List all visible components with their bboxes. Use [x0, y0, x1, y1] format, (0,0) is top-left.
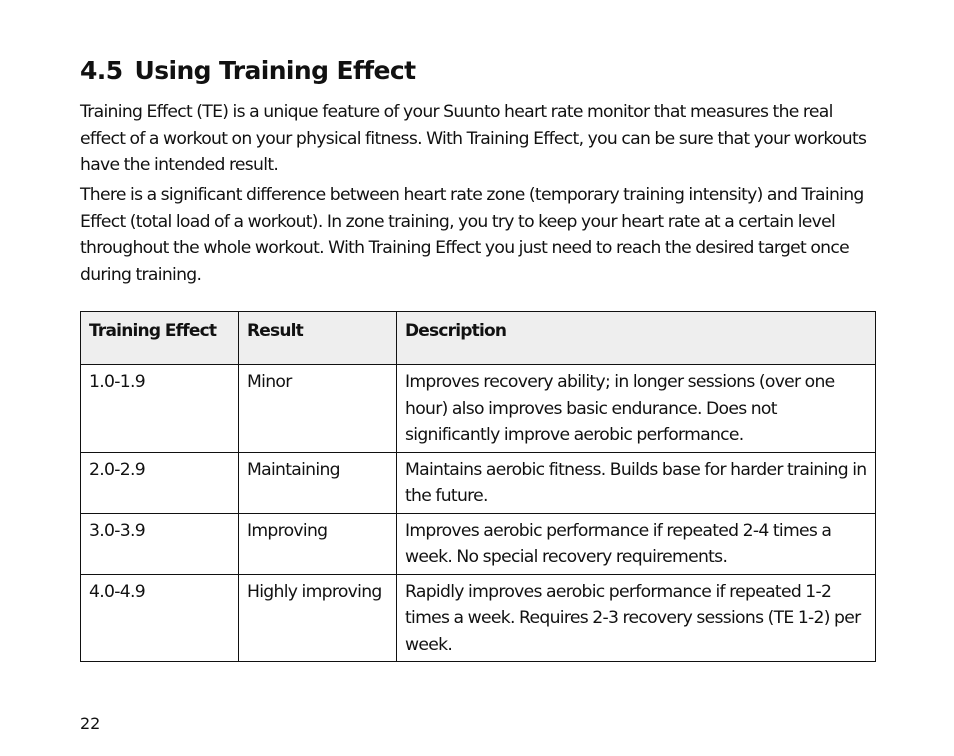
- te-result: Highly improving: [239, 574, 397, 662]
- intro-paragraph: Training Effect (TE) is a unique feature of your Suunto heart rate monitor that measures the real effect of a workout on your physical fitness. With Training Effect, you can be sure that your workouts have the intended result.: [80, 102, 867, 175]
- table-row: [81, 513, 876, 574]
- header-training-effect: Training Effect: [81, 312, 239, 365]
- te-description: Maintains aerobic fitness. Builds base for harder training in the future.: [397, 452, 876, 513]
- section-title: Using Training Effect: [134, 56, 416, 85]
- te-result: Minor: [239, 365, 397, 453]
- header-description: Description: [397, 312, 876, 365]
- section-heading: [80, 56, 415, 86]
- page-number: 22: [80, 714, 101, 733]
- te-range: 3.0-3.9: [81, 513, 239, 574]
- te-description: Improves recovery ability; in longer sessions (over one hour) also improves basic endurance. Does not significantly improve aerobic performance.: [397, 365, 876, 453]
- manual-page: [80, 0, 876, 756]
- te-result: Maintaining: [239, 452, 397, 513]
- section-number: 4.5: [80, 56, 123, 85]
- table-header-row: [81, 312, 876, 365]
- table-row: [81, 574, 876, 662]
- te-range: 4.0-4.9: [81, 574, 239, 662]
- te-range: 1.0-1.9: [81, 365, 239, 453]
- table-row: [81, 452, 876, 513]
- difference-paragraph: There is a significant difference between heart rate zone (temporary training intensity) and Training Effect (total load of a workout). In zone training, you try to keep your heart rate at a certain level throughout the whole workout. With Training Effect you just need to reach the desired target once during training.: [80, 185, 864, 285]
- table-row: [81, 365, 876, 453]
- te-range: 2.0-2.9: [81, 452, 239, 513]
- training-effect-table: [80, 311, 876, 662]
- te-result: Improving: [239, 513, 397, 574]
- te-description: Improves aerobic performance if repeated 2-4 times a week. No special recovery requirements.: [397, 513, 876, 574]
- te-description: Rapidly improves aerobic performance if repeated 1-2 times a week. Requires 2-3 recovery sessions (TE 1-2) per week.: [397, 574, 876, 662]
- header-result: Result: [239, 312, 397, 365]
